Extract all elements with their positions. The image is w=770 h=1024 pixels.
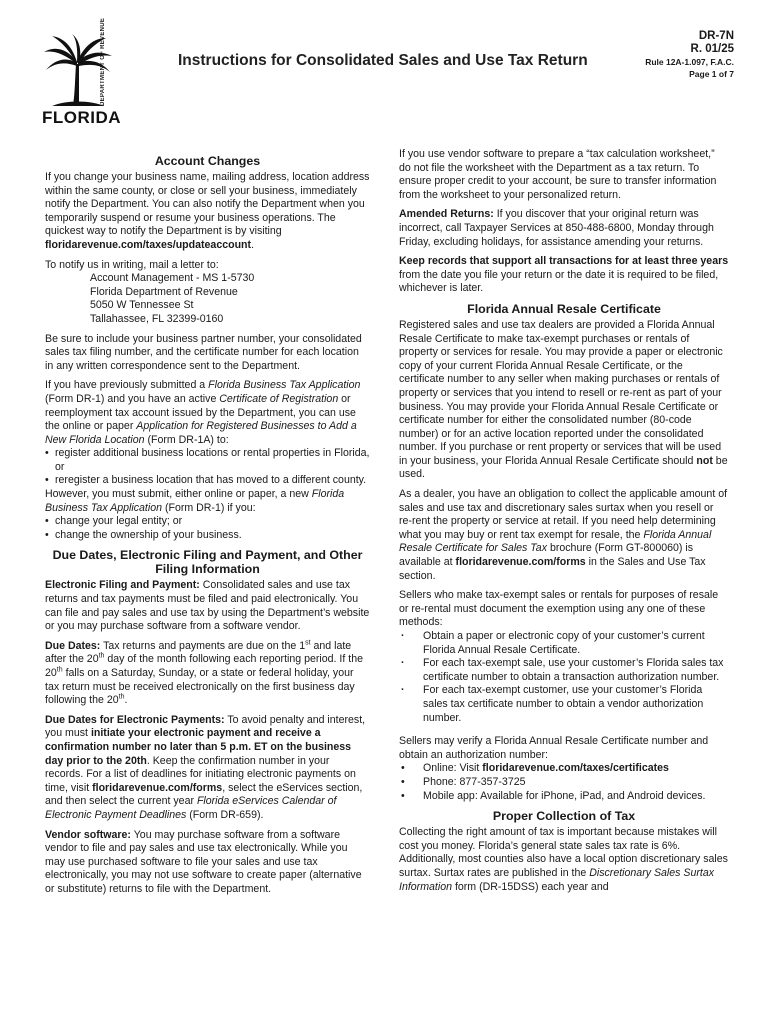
form-title: Discretionary Sales Surtax Information	[399, 866, 715, 893]
dr1a-paragraph	[45, 379, 370, 447]
certificates-link[interactable]: floridarevenue.com/taxes/certificates	[482, 762, 669, 775]
florida-dor-logo	[42, 17, 122, 128]
account-changes-paragraph	[45, 171, 370, 253]
form-meta	[645, 30, 734, 80]
correspondence-paragraph: Be sure to include your business partner number, your consolidated sales tax filing number, and the certificate number for each location in any written correspondence sent to the Department.	[45, 332, 362, 372]
proper-collection-heading: Proper Collection of Tax	[492, 809, 636, 824]
list-item: • register additional business locations or rental properties in Florida, or	[45, 447, 370, 474]
text: . Keep the confirmation number in your records. For a list of deadlines for initiating electronic payments on time, visit	[45, 754, 356, 794]
superscript: th	[98, 652, 105, 660]
mail-intro: To notify us in writing, mail a letter to:	[45, 258, 219, 271]
text: be used.	[399, 454, 728, 481]
text: or reemployment tax account issued by the Department, you can use the online or paper	[45, 392, 356, 433]
forms-link[interactable]: floridarevenue.com/forms	[92, 781, 223, 794]
logo-wordmark: FLORIDA	[42, 108, 122, 127]
electronic-filing-paragraph	[45, 579, 370, 633]
text: from the date you file your return or the date it is required to be filed, whichever is later.	[399, 268, 719, 295]
resale-paragraph-2	[399, 488, 729, 583]
text: Consolidated sales and use tax returns and tax payments must be filed and paid electronically. You can file and pay sales and use tax by using the Department’s website or you may purchase software from a software vendor.	[45, 579, 370, 633]
forms-link[interactable]: floridarevenue.com/forms	[455, 556, 586, 569]
document-title: Instructions for Consolidated Sales and Use Tax Return	[178, 52, 588, 69]
label: Amended Returns:	[399, 208, 494, 221]
text: Online: Visit	[423, 762, 483, 775]
superscript: th	[56, 666, 63, 674]
address-line: Florida Department of Revenue	[90, 285, 238, 298]
list-item: • Mobile app: Available for iPhone, iPad, and Android devices.	[399, 790, 729, 804]
label: Electronic Filing and Payment:	[45, 579, 200, 592]
records-paragraph	[399, 255, 729, 296]
text: As a dealer, you have an obligation to collect the applicable amount of sales and use tax and discretionary sales surtax when you resell or re-rent the property or service at retail. If you need help determining what you may buy or rent tax exempt for resale, the	[399, 488, 728, 541]
sellers-paragraph: Sellers who make tax-exempt sales or rentals for purposes of resale or re-rental must document the exemption using any one of these methods:	[399, 589, 719, 629]
verify-methods-list	[399, 762, 729, 803]
text: If you change your business name, mailing address, location address within the same county, or close or sell your business, immediately notify the Department. You can also notify the Department when you temporarily suspend or resume your business operations. The quickest way to notify the Department is by visiting	[45, 171, 370, 238]
text: falls on a Saturday, Sunday, or a state or federal holiday, your tax return must be received electronically on the first business day following the 20	[45, 667, 355, 707]
form-revision: R. 01/25	[690, 43, 734, 55]
page-number: Page 1 of 7	[689, 69, 734, 79]
form-title: Application for Registered Businesses to Add a New Florida Location	[45, 420, 357, 446]
text: (Form DR-1) and you have an active	[45, 392, 220, 405]
dr1-bullets	[45, 515, 370, 542]
verify-paragraph: Sellers may verify a Florida Annual Resale Certificate number and obtain an authorization number:	[399, 735, 709, 761]
right-column	[399, 148, 729, 900]
due-dates-paragraph	[45, 640, 370, 708]
text: (Form DR-1) if you:	[162, 501, 256, 514]
superscript: th	[118, 693, 125, 701]
address-line: Tallahassee, FL 32399-0160	[90, 312, 224, 325]
resale-certificate-heading: Florida Annual Resale Certificate	[467, 301, 661, 316]
list-item: · For each tax-exempt sale, use your customer’s Florida sales tax certificate number to obtain a transaction authorization number.	[399, 657, 729, 684]
emphasis: initiate your electronic payment and receive a confirmation number no later than 5 p.m. ET on the business day prior to the 20th	[45, 727, 352, 767]
address-line: Account Management - MS 1-5730	[90, 272, 255, 285]
label: Vendor software:	[45, 828, 131, 841]
resale-paragraph-1	[399, 319, 729, 482]
account-changes-heading: Account Changes	[154, 154, 261, 168]
form-title: Florida Business Tax Application	[45, 488, 345, 514]
list-item: • change your legal entity; or	[45, 515, 370, 529]
text: Collecting the right amount of tax is important because mistakes will cost you money. Florida’s general state sales tax rate is 6%. Additionally, most counties also have a local option discretionary sales surtax. Surtax rates are published in the	[399, 826, 728, 879]
text: day of the month following each reporting period. If the 20	[45, 653, 363, 679]
form-number: DR-7N	[698, 30, 734, 42]
form-rule: Rule 12A-1.097, F.A.C.	[645, 57, 734, 67]
text: If you have previously submitted a	[45, 379, 209, 392]
emphasis: Keep records that support all transactions for at least three years	[399, 255, 729, 268]
form-title: Florida eServices Calendar of Electronic Payment Deadlines	[45, 795, 337, 821]
logo-side-text: DEPARTMENT OF REVENUE	[100, 17, 106, 106]
list-item: • Phone: 877-357-3725	[399, 776, 729, 790]
text: and late after the 20	[45, 639, 352, 666]
text: To avoid penalty and interest, you must	[45, 713, 366, 740]
text: If you discover that your original return was incorrect, call Taxpayer Services at 850-488-6800, Monday through Friday, excluding holidays, for assistance amending your returns.	[399, 208, 714, 248]
left-column	[45, 148, 370, 903]
text: .	[251, 238, 255, 251]
text: Tax returns and payments are due on the 1	[100, 639, 306, 652]
superscript: st	[305, 639, 311, 647]
form-title: Florida Annual Resale Certificate for Sales Tax	[399, 528, 712, 555]
amended-returns-paragraph	[399, 208, 729, 249]
list-item: • change the ownership of your business.	[45, 529, 370, 543]
text: .	[124, 694, 128, 707]
text: (Form DR-1A) to:	[144, 433, 229, 446]
list-item: · Obtain a paper or electronic copy of your customer’s current Florida Annual Resale Certificate.	[399, 630, 729, 657]
emphasis: not	[696, 454, 713, 467]
mailing-address	[45, 272, 370, 326]
electronic-payments-paragraph	[45, 714, 370, 823]
text: form (DR-15DSS) each year and	[452, 880, 609, 893]
text: You may purchase software from a software vendor to file and pay sales and use tax electronically. While you may use purchased software to file your sales and use tax electronically, you may not use software to create paper (alternative or substitute) returns to file with the Department.	[45, 828, 362, 895]
list-item: · For each tax-exempt customer, use your customer’s Florida sales tax certificate number to obtain a vendor authorization number.	[399, 684, 729, 725]
label: Due Dates for Electronic Payments:	[45, 713, 225, 726]
due-dates-heading: Due Dates, Electronic Filing and Payment, and Other Filing Information	[52, 548, 363, 577]
worksheet-paragraph: If you use vendor software to prepare a “tax calculation worksheet,” do not file the worksheet with the Department as a tax return. To ensure proper credit to your account, be sure to transfer information from the worksheet to your personalized return.	[399, 148, 717, 201]
list-item	[399, 762, 729, 776]
text: in the Sales and Use Tax section.	[399, 556, 706, 582]
text: , select the eServices section, and then select the current year	[45, 781, 363, 808]
exemption-methods-list	[399, 630, 729, 725]
text: However, you must submit, either online or paper, a new	[45, 488, 312, 501]
text: Registered sales and use tax dealers are provided a Florida Annual Resale Certificate to make tax-exempt purchases or rentals of property or services for resale. You may provide a paper or electronic copy of your current Florida Annual Resale Certificate, or the certificate number to any seller when making purchases or rentals of property or services that you intend to resell or re-rent as part of your business. You may provide your Florida Annual Resale Certificate or certificate number for either the consolidated number (80-code number) or for an active location reported under the consolidated number. If you purchase or rent property or services that will be used in your business, your Florida Annual Resale Certificate should	[399, 318, 723, 467]
text: brochure (Form GT-800060) is available at	[399, 542, 694, 569]
vendor-software-paragraph	[45, 829, 370, 897]
address-line: 5050 W Tennessee St	[90, 299, 194, 312]
list-item: • reregister a business location that has moved to a different county.	[45, 474, 370, 488]
form-title: Florida Business Tax Application	[208, 379, 361, 392]
dr1-paragraph	[45, 488, 370, 515]
form-title: Certificate of Registration	[219, 392, 339, 405]
label: Due Dates:	[45, 639, 101, 652]
dr1a-bullets	[45, 447, 370, 488]
collection-paragraph	[399, 826, 729, 894]
update-account-link[interactable]: floridarevenue.com/taxes/updateaccount	[45, 238, 252, 251]
text: (Form DR-659).	[186, 808, 264, 821]
